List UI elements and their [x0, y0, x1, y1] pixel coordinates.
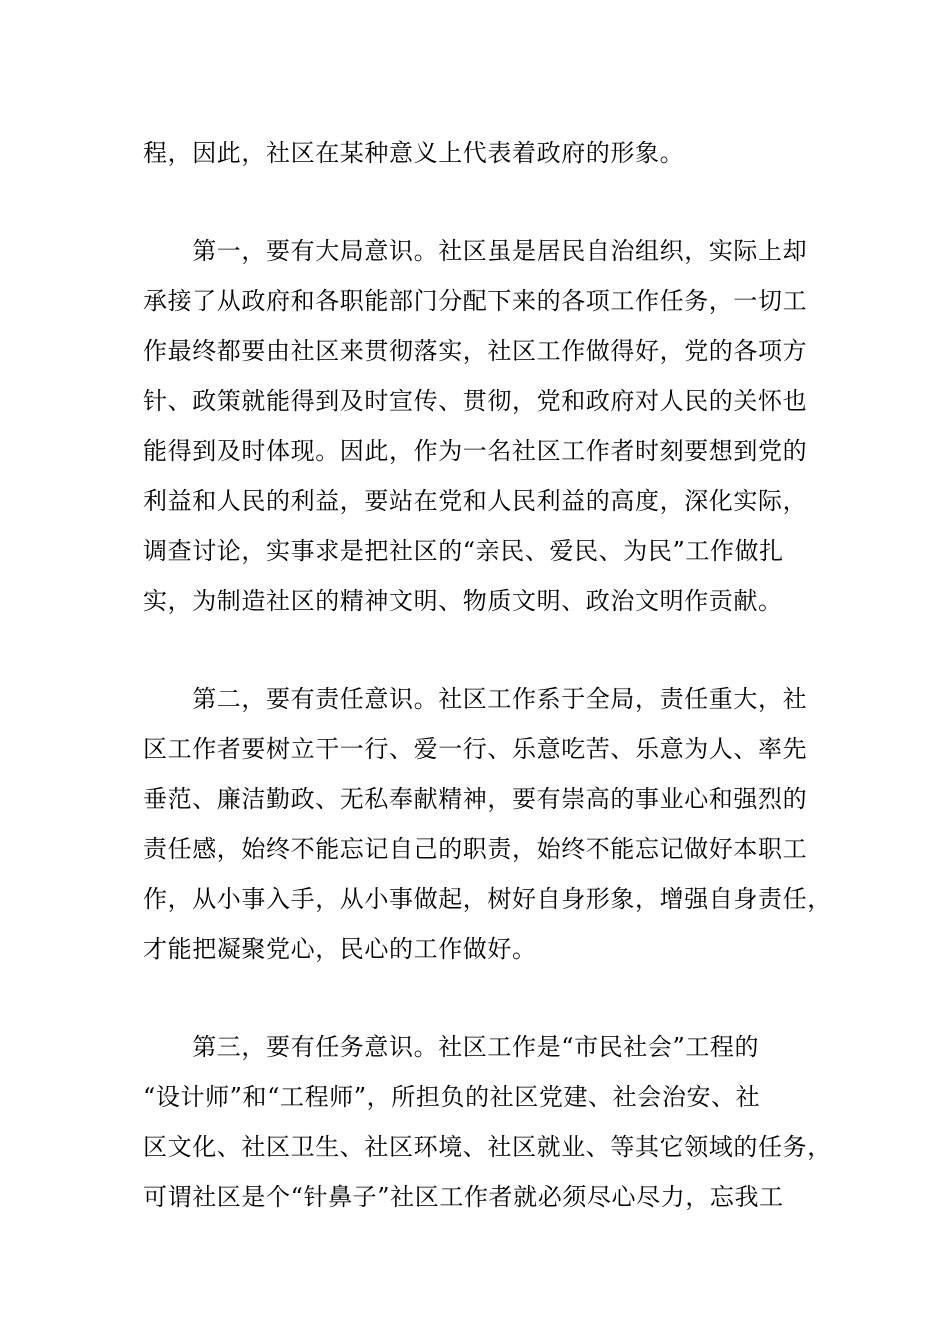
text-line: 针、政策就能得到及时宣传、贯彻，党和政府对人民的关怀也: [143, 387, 808, 415]
text-line: 调查讨论，实事求是把社区的“亲民、爱民、为民”工作做扎: [143, 537, 784, 565]
text-line: 第二，要有责任意识。社区工作系于全局，责任重大，社: [143, 685, 808, 713]
text-line: 才能把凝聚党心，民心的工作做好。: [143, 935, 537, 963]
text-line: 第一，要有大局意识。社区虽是居民自治组织，实际上却: [143, 237, 808, 265]
text-line: 区工作者要树立干一行、爱一行、乐意吃苦、乐意为人、率先: [143, 735, 808, 763]
text-line: 作，从小事入手，从小事做起，树好自身形象，增强自身责任，: [143, 885, 832, 913]
text-line: 程，因此，社区在某种意义上代表着政府的形象。: [143, 139, 685, 167]
text-line: 垂范、廉洁勤政、无私奉献精神，要有崇高的事业心和强烈的: [143, 785, 808, 813]
text-line: 承接了从政府和各职能部门分配下来的各项工作任务，一切工: [143, 287, 808, 315]
text-line: 责任感，始终不能忘记自己的职责，始终不能忘记做好本职工: [143, 835, 808, 863]
text-line: 第三，要有任务意识。社区工作是“市民社会”工程的: [143, 1033, 760, 1061]
text-line: 利益和人民的利益，要站在党和人民利益的高度，深化实际，: [143, 487, 808, 515]
text-line: 作最终都要由社区来贯彻落实，社区工作做得好，党的各项方: [143, 337, 808, 365]
text-line: 能得到及时体现。因此，作为一名社区工作者时刻要想到党的: [143, 437, 808, 465]
text-line: 区文化、社区卫生、社区环境、社区就业、等其它领域的任务，: [143, 1133, 832, 1161]
text-line: 实，为制造社区的精神文明、物质文明、政治文明作贡献。: [143, 587, 783, 615]
text-line: 可谓社区是个“针鼻子”社区工作者就必须尽心尽力，忘我工: [143, 1183, 784, 1211]
text-line: “设计师”和“工程师”，所担负的社区党建、社会治安、社: [143, 1083, 761, 1111]
